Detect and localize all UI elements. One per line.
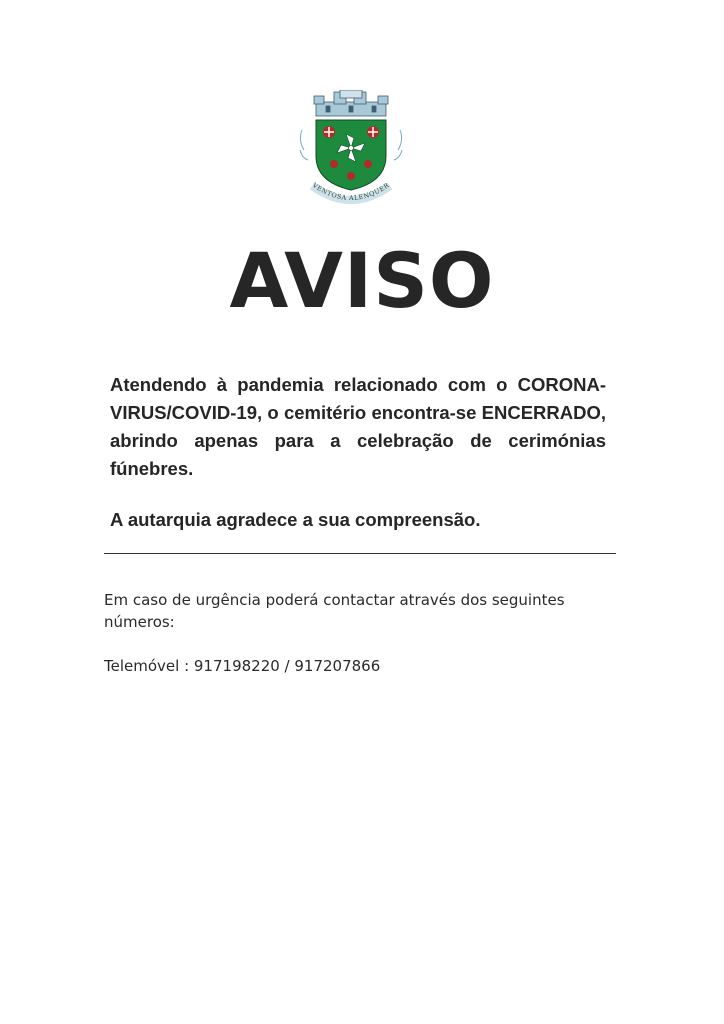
page-title: AVISO	[229, 236, 495, 325]
divider	[104, 553, 616, 554]
contact-intro: Em caso de urgência poderá contactar através dos seguintes números:	[104, 591, 565, 631]
coat-of-arms-icon	[296, 90, 406, 210]
notice-body: Atendendo à pandemia relacionado com o CORONA-VIRUS/COVID-19, o cemitério encontra-se ENCERRADO, abrindo apenas para a celebração de cerimónias fúnebres.	[110, 374, 606, 479]
phone-numbers: Telemóvel : 917198220 / 917207866	[104, 657, 381, 675]
mural-crown	[314, 90, 388, 116]
thanks-line: A autarquia agradece a sua compreensão.	[110, 509, 481, 530]
crest-motto: VENTOSA ALENQUER	[310, 181, 392, 203]
